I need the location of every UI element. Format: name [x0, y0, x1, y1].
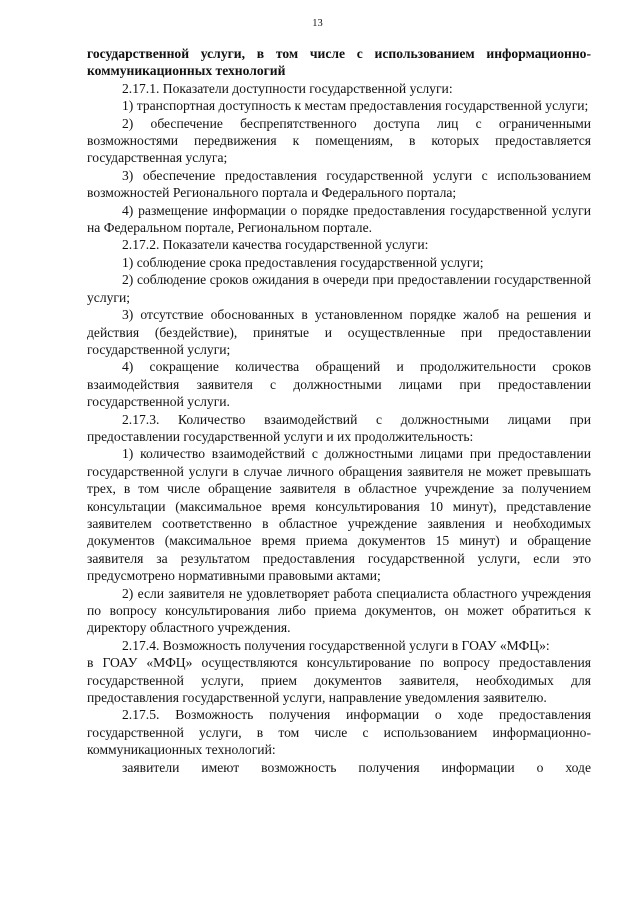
list-item-accessibility-4: 4) размещение информации о порядке предоставления государственной услуги на Федеральном портале, Региональном портале.	[87, 202, 591, 236]
list-item-quality-3: 3) отсутствие обоснованных в установленном порядке жалоб на решения и действия (бездействие), принятые и осуществленные при предоставлении государственной услуги;	[87, 307, 591, 357]
page-number: 13	[312, 18, 323, 29]
list-item-quality-4: 4) сокращение количества обращений и продолжительности сроков взаимодействия заявителя с должностными лицами при предоставлении государственной услуги.	[87, 359, 591, 410]
paragraph-2-17-3: 2.17.3. Количество взаимодействий с должностными лицами при предоставлении государственной услуги и их продолжительность:	[87, 411, 591, 444]
list-item-interactions-2: 2) если заявителя не удовлетворяет работа специалиста областного учреждения по вопросу консультирования либо приема документов, он может обратиться к директору областного учреждения.	[87, 585, 591, 636]
section-heading-continuation: государственной услуги, в том числе с использованием информационно-коммуникационных технологий	[87, 46, 591, 79]
paragraph-mfc-services: в ГОАУ «МФЦ» осуществляются консультирование по вопросу предоставления государственной услуги, прием документов заявителя, необходимых для предоставления государственной услуги, направление уведомления заявителю.	[87, 655, 591, 706]
list-item-accessibility-3: 3) обеспечение предоставления государственной услуги с использованием возможностей Регионального портала и Федерального портала;	[87, 167, 591, 201]
document-body	[87, 45, 591, 776]
paragraph-applicants-info: заявители имеют возможность получения информации о ходе	[122, 759, 591, 775]
list-item-accessibility-1: 1) транспортная доступность к местам предоставления государственной услуги;	[122, 98, 589, 114]
paragraph-2-17-2: 2.17.2. Показатели качества государственной услуги:	[122, 237, 429, 253]
list-item-quality-2: 2) соблюдение сроков ожидания в очереди при предоставлении государственной услуги;	[87, 272, 591, 305]
paragraph-2-17-4: 2.17.4. Возможность получения государственной услуги в ГОАУ «МФЦ»:	[122, 637, 550, 653]
list-item-quality-1: 1) соблюдение срока предоставления государственной услуги;	[122, 254, 484, 270]
list-item-accessibility-2: 2) обеспечение беспрепятственного доступа лиц с ограниченными возможностями передвижения к помещениям, в которых предоставляется государственная услуга;	[87, 115, 591, 166]
paragraph-2-17-1: 2.17.1. Показатели доступности государственной услуги:	[122, 80, 453, 96]
list-item-interactions-1: 1) количество взаимодействий с должностными лицами при предоставлении государственной услуги в случае личного обращения заявителя не может превышать трех, в том числе обращение заявителя в областное учреждение за получением консультации (максимальное время консультирования 10 минут), представление заявителем соответственно в областное учреждение заявления и необходимых документов (максимальное время приема документов 15 минут) и обращение заявителя за результатом предоставления государственной услуги, если это предусмотрено нормативными правовыми актами;	[87, 446, 591, 584]
paragraph-2-17-5: 2.17.5. Возможность получения информации о ходе предоставления государственной услуги, в том числе с использованием информационно-коммуникационных технологий:	[87, 707, 591, 758]
